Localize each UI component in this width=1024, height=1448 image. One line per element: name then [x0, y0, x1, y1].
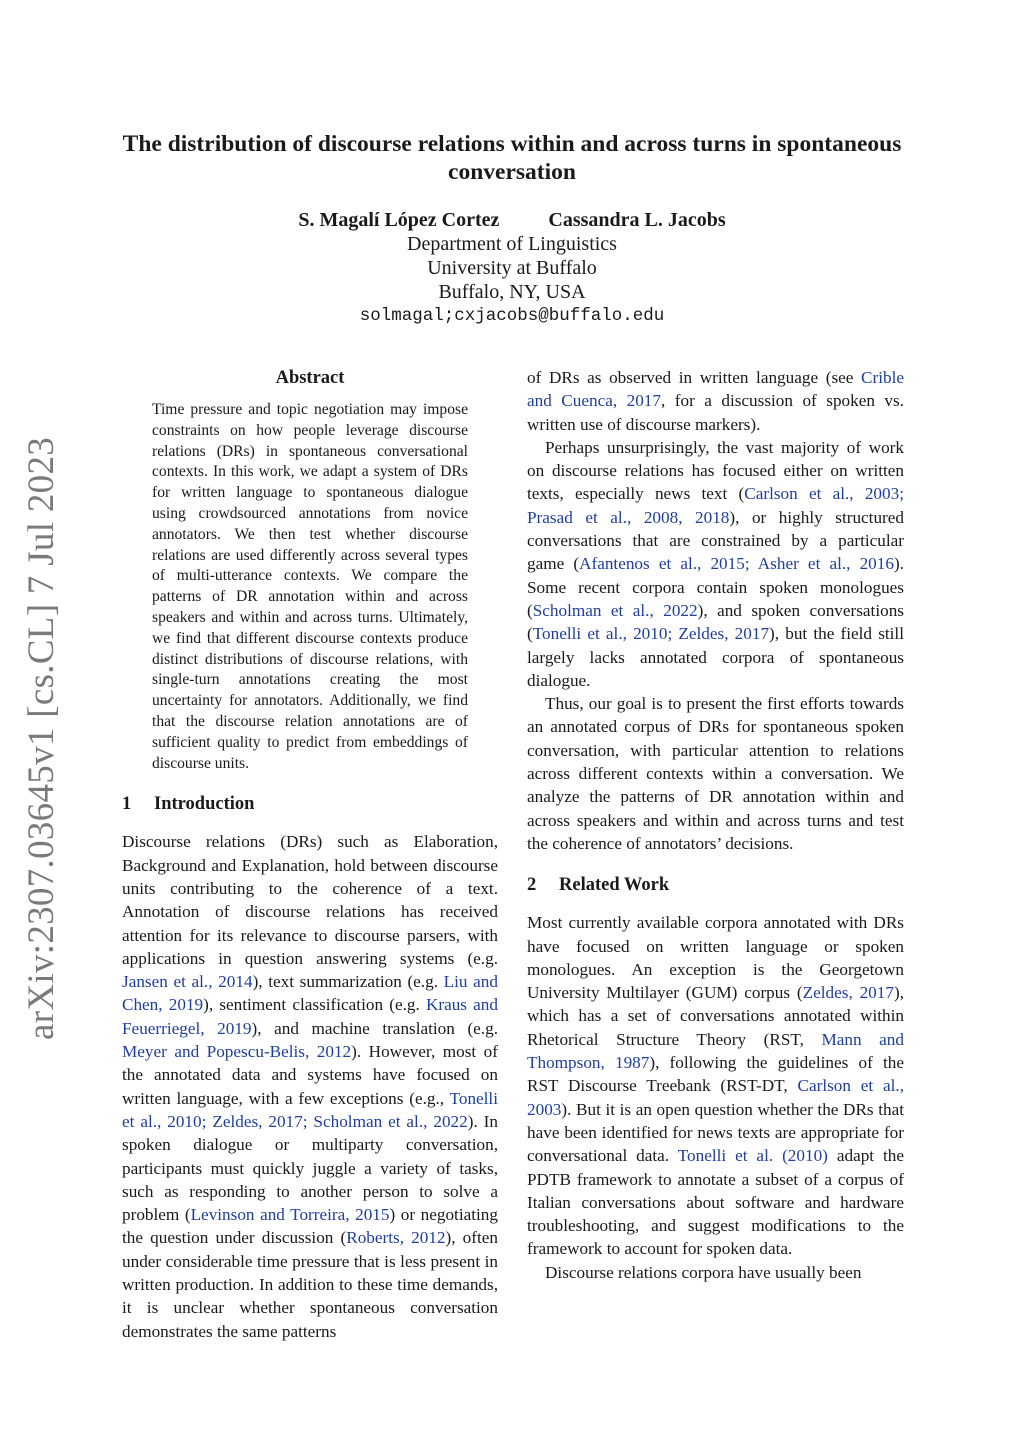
body-text: ), or highly structured conversations that are constrained by a particular game (: [527, 507, 904, 574]
author-name: S. Magalí López Cortez: [298, 209, 500, 231]
citation-link[interactable]: Mann and Thompson, 1987: [527, 1029, 904, 1073]
body-text: Perhaps unsurprisingly, the vast majority of work on discourse relations has focused either on written texts, especially news text (: [527, 437, 904, 504]
body-text: ). But it is an open question whether the DRs that have been identified for news texts are appropriate for conversational data.: [527, 1099, 904, 1166]
body-text: Most currently available corpora annotated with DRs have focused on written language or spoken monologues. An exception is the Georgetown University Multilayer (GUM) corpus (: [527, 913, 904, 1003]
citation-link[interactable]: Meyer and Popescu-Belis, 2012: [122, 1042, 352, 1062]
abstract-text: Time pressure and topic negotiation may impose constraints on how people leverage discourse relations (DRs) in spontaneous conversational contexts. In this work, we adapt a system of DRs for written language to spontaneous dialogue using crowdsourced annotations from novice annotators. We then test whether discourse relations are used differently across several types of multi-utterance contexts. We compare the patterns of DR annotation within and across speakers and within and across turns. Ultimately, we find that different discourse contexts produce distinct distributions of discourse relations, with single-turn annotations creating the most uncertainty for annotators. Additionally, we find that the discourse relation annotations are of sufficient quality to predict from embeddings of discourse units.: [152, 401, 468, 772]
citation-link[interactable]: Scholman et al., 2022: [532, 600, 698, 620]
citation-link[interactable]: Tonelli et al., 2010; Zeldes, 2017; Scholman et al., 2022: [122, 1088, 498, 1131]
citation-link[interactable]: Afantenos et al., 2015; Asher et al., 2016: [579, 554, 894, 574]
author-name: Cassandra L. Jacobs: [548, 209, 726, 231]
section-title: Introduction: [154, 794, 255, 815]
citation-link[interactable]: Roberts, 2012: [346, 1228, 446, 1248]
citation-link[interactable]: Jansen et al., 2014: [122, 972, 253, 992]
body-text: ), following the guidelines of the RST Discourse Treebank (RST-DT,: [527, 1053, 904, 1096]
body-text: , for a discussion of spoken vs. written use of discourse markers).: [527, 391, 904, 434]
citation-link[interactable]: Tonelli et al., 2010; Zeldes, 2017: [532, 624, 770, 644]
section-heading-introduction: [122, 792, 498, 816]
intro-paragraph-3: Thus, our goal is to present the first efforts towards an annotated corpus of DRs for spontaneous spoken conversation, with particular attention to relations across different contexts within a conversation. We analyze the patterns of DR annotation within and across speakers and within and across turns and test the coherence of annotators’ decisions.: [527, 694, 904, 853]
citation-link[interactable]: Levinson and Torreira, 2015: [190, 1205, 390, 1225]
related-paragraph-2: Discourse relations corpora have usually been: [545, 1262, 862, 1282]
right-column: [527, 366, 904, 1284]
related-paragraph-1: [527, 911, 904, 1260]
arxiv-identifier-stamp[interactable]: arXiv:2307.03645v1 [cs.CL] 7 Jul 2023: [21, 436, 62, 1040]
body-text: ), but the field still largely lacks annotated corpora of spontaneous dialogue.: [527, 624, 904, 690]
citation-link[interactable]: Kraus and Feuerriegel, 2019: [122, 995, 498, 1038]
university: University at Buffalo: [427, 257, 597, 279]
affiliation-block: [0, 232, 1024, 328]
body-text: ). However, most of the annotated data and systems have focused on written language, with a few exceptions (e.g.,: [122, 1042, 498, 1108]
location: Buffalo, NY, USA: [438, 281, 586, 303]
citation-link[interactable]: Zeldes, 2017: [802, 983, 894, 1003]
body-text: ), which has a set of conversations annotated within Rhetorical Structure Theory (RST,: [527, 983, 904, 1049]
intro-paragraph-1: [122, 830, 498, 1343]
author-email[interactable]: solmagal;cxjacobs@buffalo.edu: [359, 306, 665, 326]
paper-title: The distribution of discourse relations within and across turns in spontaneous conversation: [122, 131, 902, 185]
section-heading-related-work: [527, 873, 904, 897]
citation-link[interactable]: Carlson et al., 2003: [527, 1076, 904, 1119]
section-title: Related Work: [559, 875, 670, 896]
body-text: ), and machine translation (e.g.: [251, 1018, 498, 1038]
body-text: ), text summarization (e.g.: [252, 972, 444, 992]
intro-paragraph-1-continued: [527, 366, 904, 436]
author-list: [0, 207, 1024, 233]
department: Department of Linguistics: [407, 233, 617, 255]
body-text: adapt the PDTB framework to annotate a subset of a corpus of Italian conversations about software and hardware troubleshooting, and suggest modifications to the framework to account for spoken data.: [527, 1146, 904, 1259]
abstract-heading: Abstract: [275, 368, 345, 388]
body-text: Discourse relations (DRs) such as Elaboration, Background and Explanation, hold between discourse units contributing to the coherence of a text. Annotation of discourse relations has received attention for its relevance to discourse parsers, with applications in question answering systems (e.g.: [122, 832, 498, 968]
citation-link[interactable]: Tonelli et al. (2010): [677, 1146, 828, 1166]
body-text: of DRs as observed in written language (see: [527, 368, 862, 387]
body-text: ), often under considerable time pressure that is less present in written production. In addition to these time demands, it is unclear whether spontaneous conversation demonstrates the same patterns: [122, 1228, 498, 1341]
section-number: 1: [122, 794, 132, 815]
body-text: ), and spoken conversations (: [527, 600, 904, 644]
body-text: ) or negotiating the question under discussion (: [122, 1205, 498, 1248]
citation-link[interactable]: Crible and Cuenca, 2017: [527, 368, 904, 411]
left-column: [122, 366, 498, 1343]
body-text: ), sentiment classification (e.g.: [203, 995, 426, 1015]
citation-link[interactable]: Liu and Chen, 2019: [122, 972, 498, 1015]
section-number: 2: [527, 875, 537, 896]
intro-paragraph-2: [527, 436, 904, 692]
citation-link[interactable]: Carlson et al., 2003; Prasad et al., 2008, 2018: [527, 484, 904, 527]
body-text: ). In spoken dialogue or multiparty conversation, participants must quickly juggle a variety of tasks, such as responding to another person to solve a problem (: [122, 1111, 498, 1225]
body-text: ). Some recent corpora contain spoken monologues (: [527, 554, 904, 620]
